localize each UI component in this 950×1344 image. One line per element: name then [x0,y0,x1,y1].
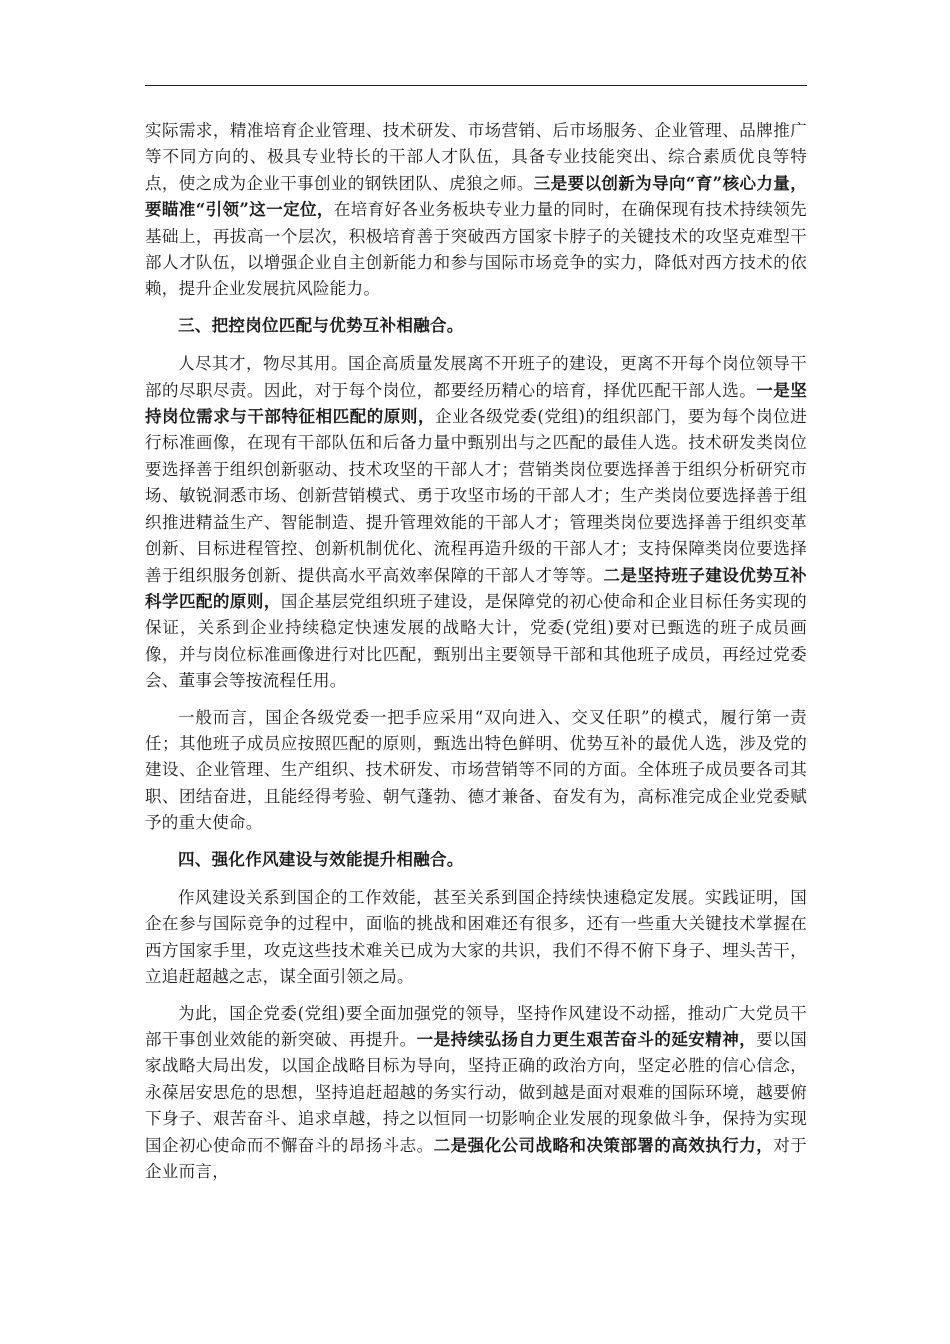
section-heading-text: 四、强化作风建设与效能提升相融合。 [178,849,464,869]
paragraph-text: 国企基层党组织班子建设，是保障党的初心使命和企业目标任务实现的保证，关系到企业持续稳定快速发展的战略大计，党委(党组)要对已甄选的班子成员画像，并与岗位标准画像进行对比匹配，甄别出主要领导干部和其他班子成员，再经过党委会、董事会等按流程任用。 [145,591,807,691]
paragraph-text: 一般而言，国企各级党委一把手应采用“双向进入、交叉任职”的模式，履行第一责任；其他班子成员应按照匹配的原则，甄选出特色鲜明、优势互补的最优人选，涉及党的建设、企业管理、生产组织、技术研发、市场营销等不同的方面。全体班子成员要各司其职、团结奋进，且能经得考验、朝气蓬勃、德才兼备、奋发有为，高标准完成企业党委赋予的重大使命。 [145,707,807,833]
paragraph [145,1001,807,1186]
paragraph [145,351,807,694]
paragraph [145,885,807,991]
paragraph-continuation [145,118,807,303]
paragraph-emphasis: 三是要以创新为导向“育”核心力量，要瞄准“引领”这一定位， [145,173,807,220]
paragraph-text: 为此，国企党委(党组)要全面加强党的领导，坚持作风建设不动摇，推动广大党员干部干事创业效能的新突破、再提升。 [145,1003,807,1049]
section-heading-text: 三、把控岗位匹配与优势互补相融合。 [178,315,464,335]
section-heading [145,847,807,873]
header-rule [145,85,807,86]
paragraph-emphasis: 一是持续弘扬自力更生艰苦奋斗的延安精神， [416,1030,757,1049]
paragraph-emphasis: 一是坚持岗位需求与干部特征相匹配的原则， [145,380,807,427]
paragraph-text: 作风建设关系到国企的工作效能，甚至关系到国企持续快速稳定发展。实践证明，国企在参与国际竞争的过程中，面临的挑战和困难还有很多，还有一些重大关键技术掌握在西方国家手里，攻克这些技术难关已成为大家的共识，我们不得不俯下身子、埋头苦干，立追赶超越之志，谋全面引领之局。 [145,887,807,987]
paragraph [145,705,807,837]
section-heading [145,313,807,339]
paragraph-emphasis: 二是坚持班子建设优势互补科学匹配的原则， [145,565,807,611]
paragraph-text: 企业各级党委(党组)的组织部门，要为每个岗位进行标准画像，在现有干部队伍和后备力量中甄别出与之匹配的最佳人选。技术研发类岗位要选择善于组织创新驱动、技术攻坚的干部人才；营销类岗位要选择善于组织分析研究市场、敏锐洞悉市场、创新营销模式、勇于攻坚市场的干部人才；生产类岗位要选择善于组织推进精益生产、智能制造、提升管理效能的干部人才；管理类岗位要选择善于组织变革创新、目标进程管控、创新机制优化、流程再造升级的干部人才；支持保障类岗位要选择善于组织服务创新、提供高水平高效率保障的干部人才等等。 [145,407,807,585]
paragraph-emphasis: 二是强化公司战略和决策部署的高效执行力， [433,1135,774,1155]
paragraph-text: 人尽其才，物尽其用。国企高质量发展离不开班子的建设，更离不开每个岗位领导干部的尽职尽责。因此，对于每个岗位，都要经历精心的培育，择优匹配干部人选。 [145,354,807,400]
document-body [145,118,807,1195]
paragraph-text: 实际需求，精准培育企业管理、技术研发、市场营销、后市场服务、企业管理、品牌推广等不同方向的、极具专业特长的干部人才队伍，具备专业技能突出、综合素质优良等特点，使之成为企业干事创业的钢铁团队、虎狼之师。 [145,121,807,193]
paragraph-text: 要以国家战略大局出发，以国企战略目标为导向，坚持正确的政治方向，坚定必胜的信心信念，永葆居安思危的思想，坚持追赶超越的务实行动，做到越是面对艰难的国际环境，越要俯下身子、艰苦奋斗、追求卓越，持之以恒同一切影响企业发展的现象做斗争，保持为实现国企初心使命而不懈奋斗的昂扬斗志。 [145,1030,807,1155]
paragraph-text: 在培育好各业务板块专业力量的同时，在确保现有技术持续领先基础上，再拔高一个层次，积极培育善于突破西方国家卡脖子的关键技术的攻坚克难型干部人才队伍，以增强企业自主创新能力和参与国际市场竞争的实力，降低对西方技术的依赖，提升企业发展抗风险能力。 [145,200,807,299]
paragraph-text: 对于企业而言， [145,1135,807,1182]
